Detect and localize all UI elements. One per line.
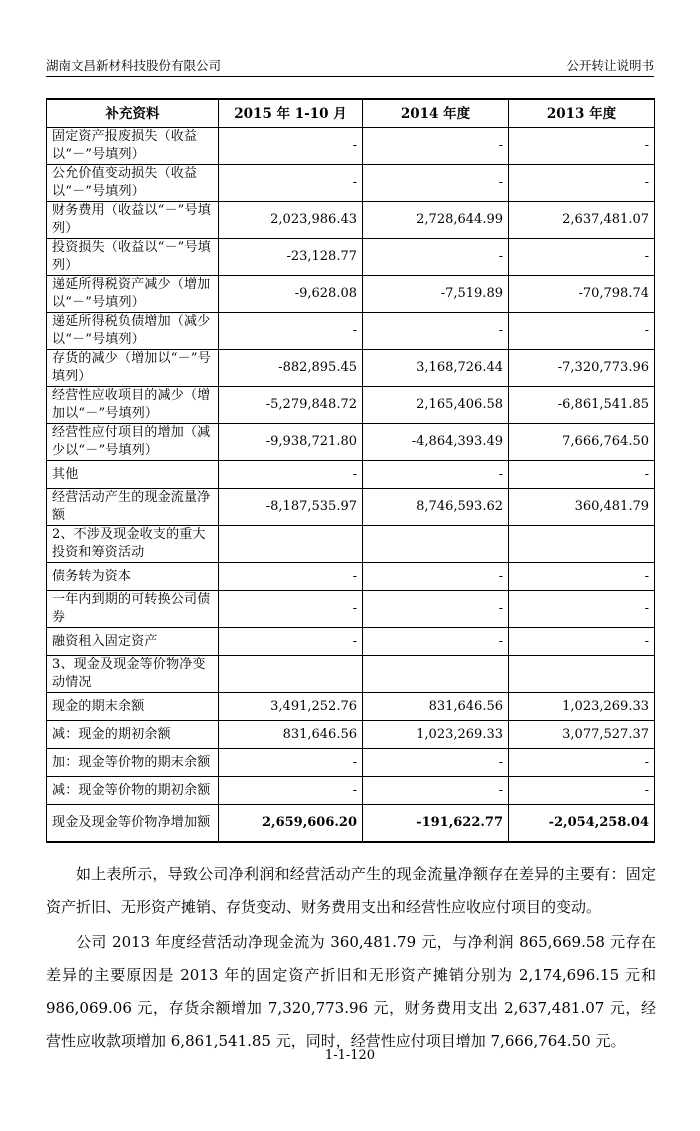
table-row (47, 749, 655, 777)
table-body (47, 128, 655, 843)
table-row (47, 276, 655, 313)
row-label: 递延所得税资产减少（增加以“－”号填列） (47, 276, 219, 313)
row-label: 2、不涉及现金收支的重大投资和筹资活动 (47, 526, 219, 563)
table-row (47, 693, 655, 721)
value-2013: - (509, 239, 655, 276)
column-header: 2015 年 1-10 月 (219, 99, 363, 128)
row-label: 融资租入固定资产 (47, 628, 219, 656)
row-label: 加：现金等价物的期末余额 (47, 749, 219, 777)
value-2014: - (363, 749, 509, 777)
value-2013: 2,637,481.07 (509, 202, 655, 239)
value-2014: 8,746,593.62 (363, 489, 509, 526)
value-2015: -9,938,721.80 (219, 424, 363, 461)
table-header-row (47, 99, 655, 128)
value-2015: -882,895.45 (219, 350, 363, 387)
table-row (47, 526, 655, 563)
value-2015: -9,628.08 (219, 276, 363, 313)
table-row (47, 424, 655, 461)
value-2014: - (363, 461, 509, 489)
value-2015 (219, 656, 363, 693)
value-2015: - (219, 749, 363, 777)
value-2014: 1,023,269.33 (363, 721, 509, 749)
row-label: 经营性应付项目的增加（减少以“－”号填列） (47, 424, 219, 461)
value-2014: 3,168,726.44 (363, 350, 509, 387)
table-row (47, 461, 655, 489)
row-label: 3、现金及现金等价物净变动情况 (47, 656, 219, 693)
value-2015: -5,279,848.72 (219, 387, 363, 424)
value-2015: - (219, 313, 363, 350)
row-label: 其他 (47, 461, 219, 489)
value-2014 (363, 656, 509, 693)
row-label: 债务转为资本 (47, 563, 219, 591)
page-header (46, 52, 654, 77)
value-2013: 3,077,527.37 (509, 721, 655, 749)
value-2014: - (363, 128, 509, 165)
row-label: 一年内到期的可转换公司债券 (47, 591, 219, 628)
value-2013: - (509, 777, 655, 805)
row-label: 财务费用（收益以“－”号填列） (47, 202, 219, 239)
value-2015: -8,187,535.97 (219, 489, 363, 526)
document-type: 公开转让说明书 (566, 58, 654, 73)
value-2013: - (509, 165, 655, 202)
table-row (47, 239, 655, 276)
column-header: 2013 年度 (509, 99, 655, 128)
company-name: 湖南文昌新材科技股份有限公司 (46, 58, 222, 73)
value-2015: - (219, 628, 363, 656)
value-2013: - (509, 461, 655, 489)
value-2013: -6,861,541.85 (509, 387, 655, 424)
value-2014: - (363, 777, 509, 805)
value-2014: 2,728,644.99 (363, 202, 509, 239)
value-2013: -2,054,258.04 (509, 805, 655, 843)
row-label: 经营活动产生的现金流量净额 (47, 489, 219, 526)
table-row (47, 777, 655, 805)
table-row (47, 628, 655, 656)
value-2013 (509, 526, 655, 563)
value-2015: 2,659,606.20 (219, 805, 363, 843)
value-2015: 3,491,252.76 (219, 693, 363, 721)
row-label: 存货的减少（增加以“－”号填列） (47, 350, 219, 387)
value-2013 (509, 656, 655, 693)
value-2015: 2,023,986.43 (219, 202, 363, 239)
value-2015: -23,128.77 (219, 239, 363, 276)
value-2014: -4,864,393.49 (363, 424, 509, 461)
table-row (47, 128, 655, 165)
value-2013: - (509, 749, 655, 777)
value-2014: 831,646.56 (363, 693, 509, 721)
table-row (47, 805, 655, 843)
row-label: 固定资产报废损失（收益以“－”号填列） (47, 128, 219, 165)
value-2015: - (219, 563, 363, 591)
value-2013: - (509, 591, 655, 628)
value-2014: - (363, 165, 509, 202)
value-2015: - (219, 128, 363, 165)
value-2014: - (363, 628, 509, 656)
value-2015: - (219, 461, 363, 489)
value-2014: - (363, 563, 509, 591)
value-2015: - (219, 165, 363, 202)
value-2014: - (363, 313, 509, 350)
value-2015: 831,646.56 (219, 721, 363, 749)
table-row (47, 313, 655, 350)
value-2013: -7,320,773.96 (509, 350, 655, 387)
row-label: 递延所得税负债增加（减少以“－”号填列） (47, 313, 219, 350)
value-2015: - (219, 591, 363, 628)
value-2014: -191,622.77 (363, 805, 509, 843)
value-2014: 2,165,406.58 (363, 387, 509, 424)
table-row (47, 563, 655, 591)
value-2014 (363, 526, 509, 563)
table-row (47, 165, 655, 202)
value-2013: - (509, 628, 655, 656)
table-row (47, 489, 655, 526)
row-label: 投资损失（收益以“－”号填列） (47, 239, 219, 276)
value-2013: - (509, 563, 655, 591)
row-label: 减：现金的期初余额 (47, 721, 219, 749)
value-2014: - (363, 591, 509, 628)
row-label: 现金的期末余额 (47, 693, 219, 721)
value-2014: - (363, 239, 509, 276)
row-label: 现金及现金等价物净增加额 (47, 805, 219, 843)
table-row (47, 591, 655, 628)
column-header: 补充资料 (47, 99, 219, 128)
paragraph: 公司 2013 年度经营活动净现金流为 360,481.79 元，与净利润 865,669.58 元存在差异的主要原因是 2013 年的固定资产折旧和无形资产摊销分别为 2,174,696.15 元和 986,069.06 元，存货余额增加 7,320,773.96 元，财务费用支出 2,637,481.07 元，经营性应收款项增加 6,861,541.85 元，同时，经营性应付项目增加 7,666,764.50 元。 (46, 933, 656, 1050)
table-row (47, 202, 655, 239)
table-row (47, 387, 655, 424)
supplementary-cashflow-table (46, 98, 655, 843)
value-2013: - (509, 128, 655, 165)
column-header: 2014 年度 (363, 99, 509, 128)
value-2013: 7,666,764.50 (509, 424, 655, 461)
value-2013: -70,798.74 (509, 276, 655, 313)
row-label: 公允价值变动损失（收益以“－”号填列） (47, 165, 219, 202)
value-2014: -7,519.89 (363, 276, 509, 313)
table-row (47, 656, 655, 693)
page-number: 1-1-120 (324, 1048, 376, 1063)
table-row (47, 350, 655, 387)
row-label: 减：现金等价物的期初余额 (47, 777, 219, 805)
value-2013: 360,481.79 (509, 489, 655, 526)
paragraph: 如上表所示，导致公司净利润和经营活动产生的现金流量净额存在差异的主要有：固定资产折旧、无形资产摊销、存货变动、财务费用支出和经营性应收应付项目的变动。 (46, 865, 656, 916)
table-row (47, 721, 655, 749)
value-2013: - (509, 313, 655, 350)
value-2013: 1,023,269.33 (509, 693, 655, 721)
row-label: 经营性应收项目的减少（增加以“－”号填列） (47, 387, 219, 424)
value-2015 (219, 526, 363, 563)
value-2015: - (219, 777, 363, 805)
